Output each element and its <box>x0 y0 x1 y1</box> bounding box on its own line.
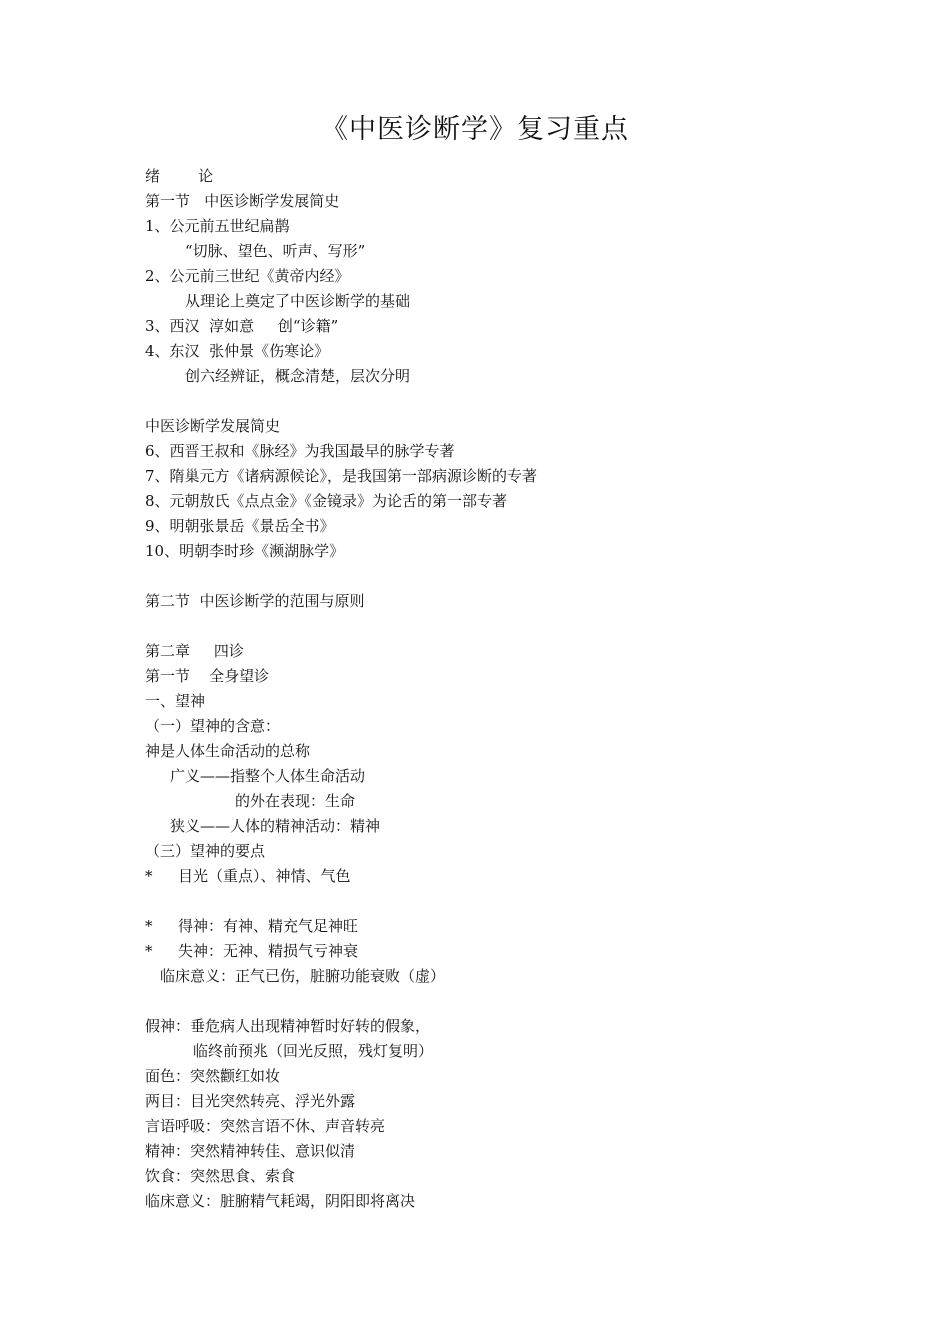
list-item: 9、明朝张景岳《景岳全书》 <box>145 517 335 535</box>
list-item-detail: 从理论上奠定了中医诊断学的基础 <box>185 292 411 310</box>
paragraph-line: 假神：垂危病人出现精神暂时好转的假象， <box>145 1017 431 1035</box>
clinical-significance: 临床意义：脏腑精气耗竭，阴阳即将离决 <box>145 1192 416 1210</box>
bullet-text: 得神：有神、精充气足神旺 <box>178 917 359 935</box>
bullet-item <box>145 864 845 889</box>
paragraph-line-continued: 临终前预兆（回光反照，残灯复明） <box>193 1042 434 1060</box>
document-title: 《中医诊断学》复习重点 <box>321 114 629 145</box>
definition-broad: 广义——指整个人体生命活动 <box>170 767 366 785</box>
paragraph-line: 饮食：突然思食、索食 <box>145 1167 296 1185</box>
bullet-symbol: * <box>145 917 153 935</box>
list-item: 10、明朝李时珍《濒湖脉学》 <box>145 542 345 560</box>
document-body <box>145 164 845 1214</box>
paragraph-line: 精神：突然精神转佳、意识似清 <box>145 1142 356 1160</box>
subheading-meaning: （一）望神的含意： <box>145 717 281 735</box>
section-heading-scope: 第二节 中医诊断学的范围与原则 <box>145 592 365 610</box>
subheading-spirit: 一、望神 <box>145 692 206 710</box>
bullet-text: 目光（重点）、神情、气色 <box>178 867 351 885</box>
clinical-significance: 临床意义：正气已伤，脏腑功能衰败（虚） <box>160 967 446 985</box>
list-item: 4、东汉 张仲景《伤寒论》 <box>145 342 330 360</box>
paragraph-line: 言语呼吸：突然言语不休、声音转亮 <box>145 1117 386 1135</box>
blank-line <box>145 564 845 589</box>
chapter-heading-introduction: 绪 论 <box>145 167 214 185</box>
bullet-item <box>145 914 845 939</box>
blank-line <box>145 889 845 914</box>
blank-line <box>145 989 845 1014</box>
paragraph-line: 两目：目光突然转亮、浮光外露 <box>145 1092 356 1110</box>
paragraph-line: 面色：突然颧红如妆 <box>145 1067 281 1085</box>
list-item: 8、元朝敖氏《点点金》《金镜录》为论舌的第一部专著 <box>145 492 508 510</box>
list-item-detail: “切脉、望色、听声、写形” <box>185 242 366 260</box>
list-item: 6、西晋王叔和《脉经》为我国最早的脉学专著 <box>145 442 455 460</box>
bullet-item <box>145 939 845 964</box>
list-item: 1、公元前五世纪扁鹊 <box>145 217 290 235</box>
section-heading-history: 第一节 中医诊断学发展简史 <box>145 192 340 210</box>
section-heading-inspection: 第一节 全身望诊 <box>145 667 270 685</box>
definition-broad-continued: 的外在表现：生命 <box>235 792 356 810</box>
bullet-text: 失神：无神、精损气亏神衰 <box>178 942 359 960</box>
subheading-key-points: （三）望神的要点 <box>145 842 266 860</box>
subheading-history: 中医诊断学发展简史 <box>145 417 281 435</box>
chapter-heading-four-diagnoses: 第二章 四诊 <box>145 642 244 660</box>
bullet-symbol: * <box>145 942 153 960</box>
list-item-detail: 创六经辨证，概念清楚，层次分明 <box>185 367 411 385</box>
bullet-symbol: * <box>145 867 153 885</box>
list-item: 7、隋巢元方《诸病源候论》，是我国第一部病源诊断的专著 <box>145 467 538 485</box>
blank-line <box>145 614 845 639</box>
list-item: 3、西汉 淳如意 创“诊籍” <box>145 317 339 335</box>
definition-narrow: 狭义——人体的精神活动：精神 <box>170 817 381 835</box>
blank-line <box>145 389 845 414</box>
paragraph-line: 神是人体生命活动的总称 <box>145 742 311 760</box>
list-item: 2、公元前三世纪《黄帝内经》 <box>145 267 350 285</box>
